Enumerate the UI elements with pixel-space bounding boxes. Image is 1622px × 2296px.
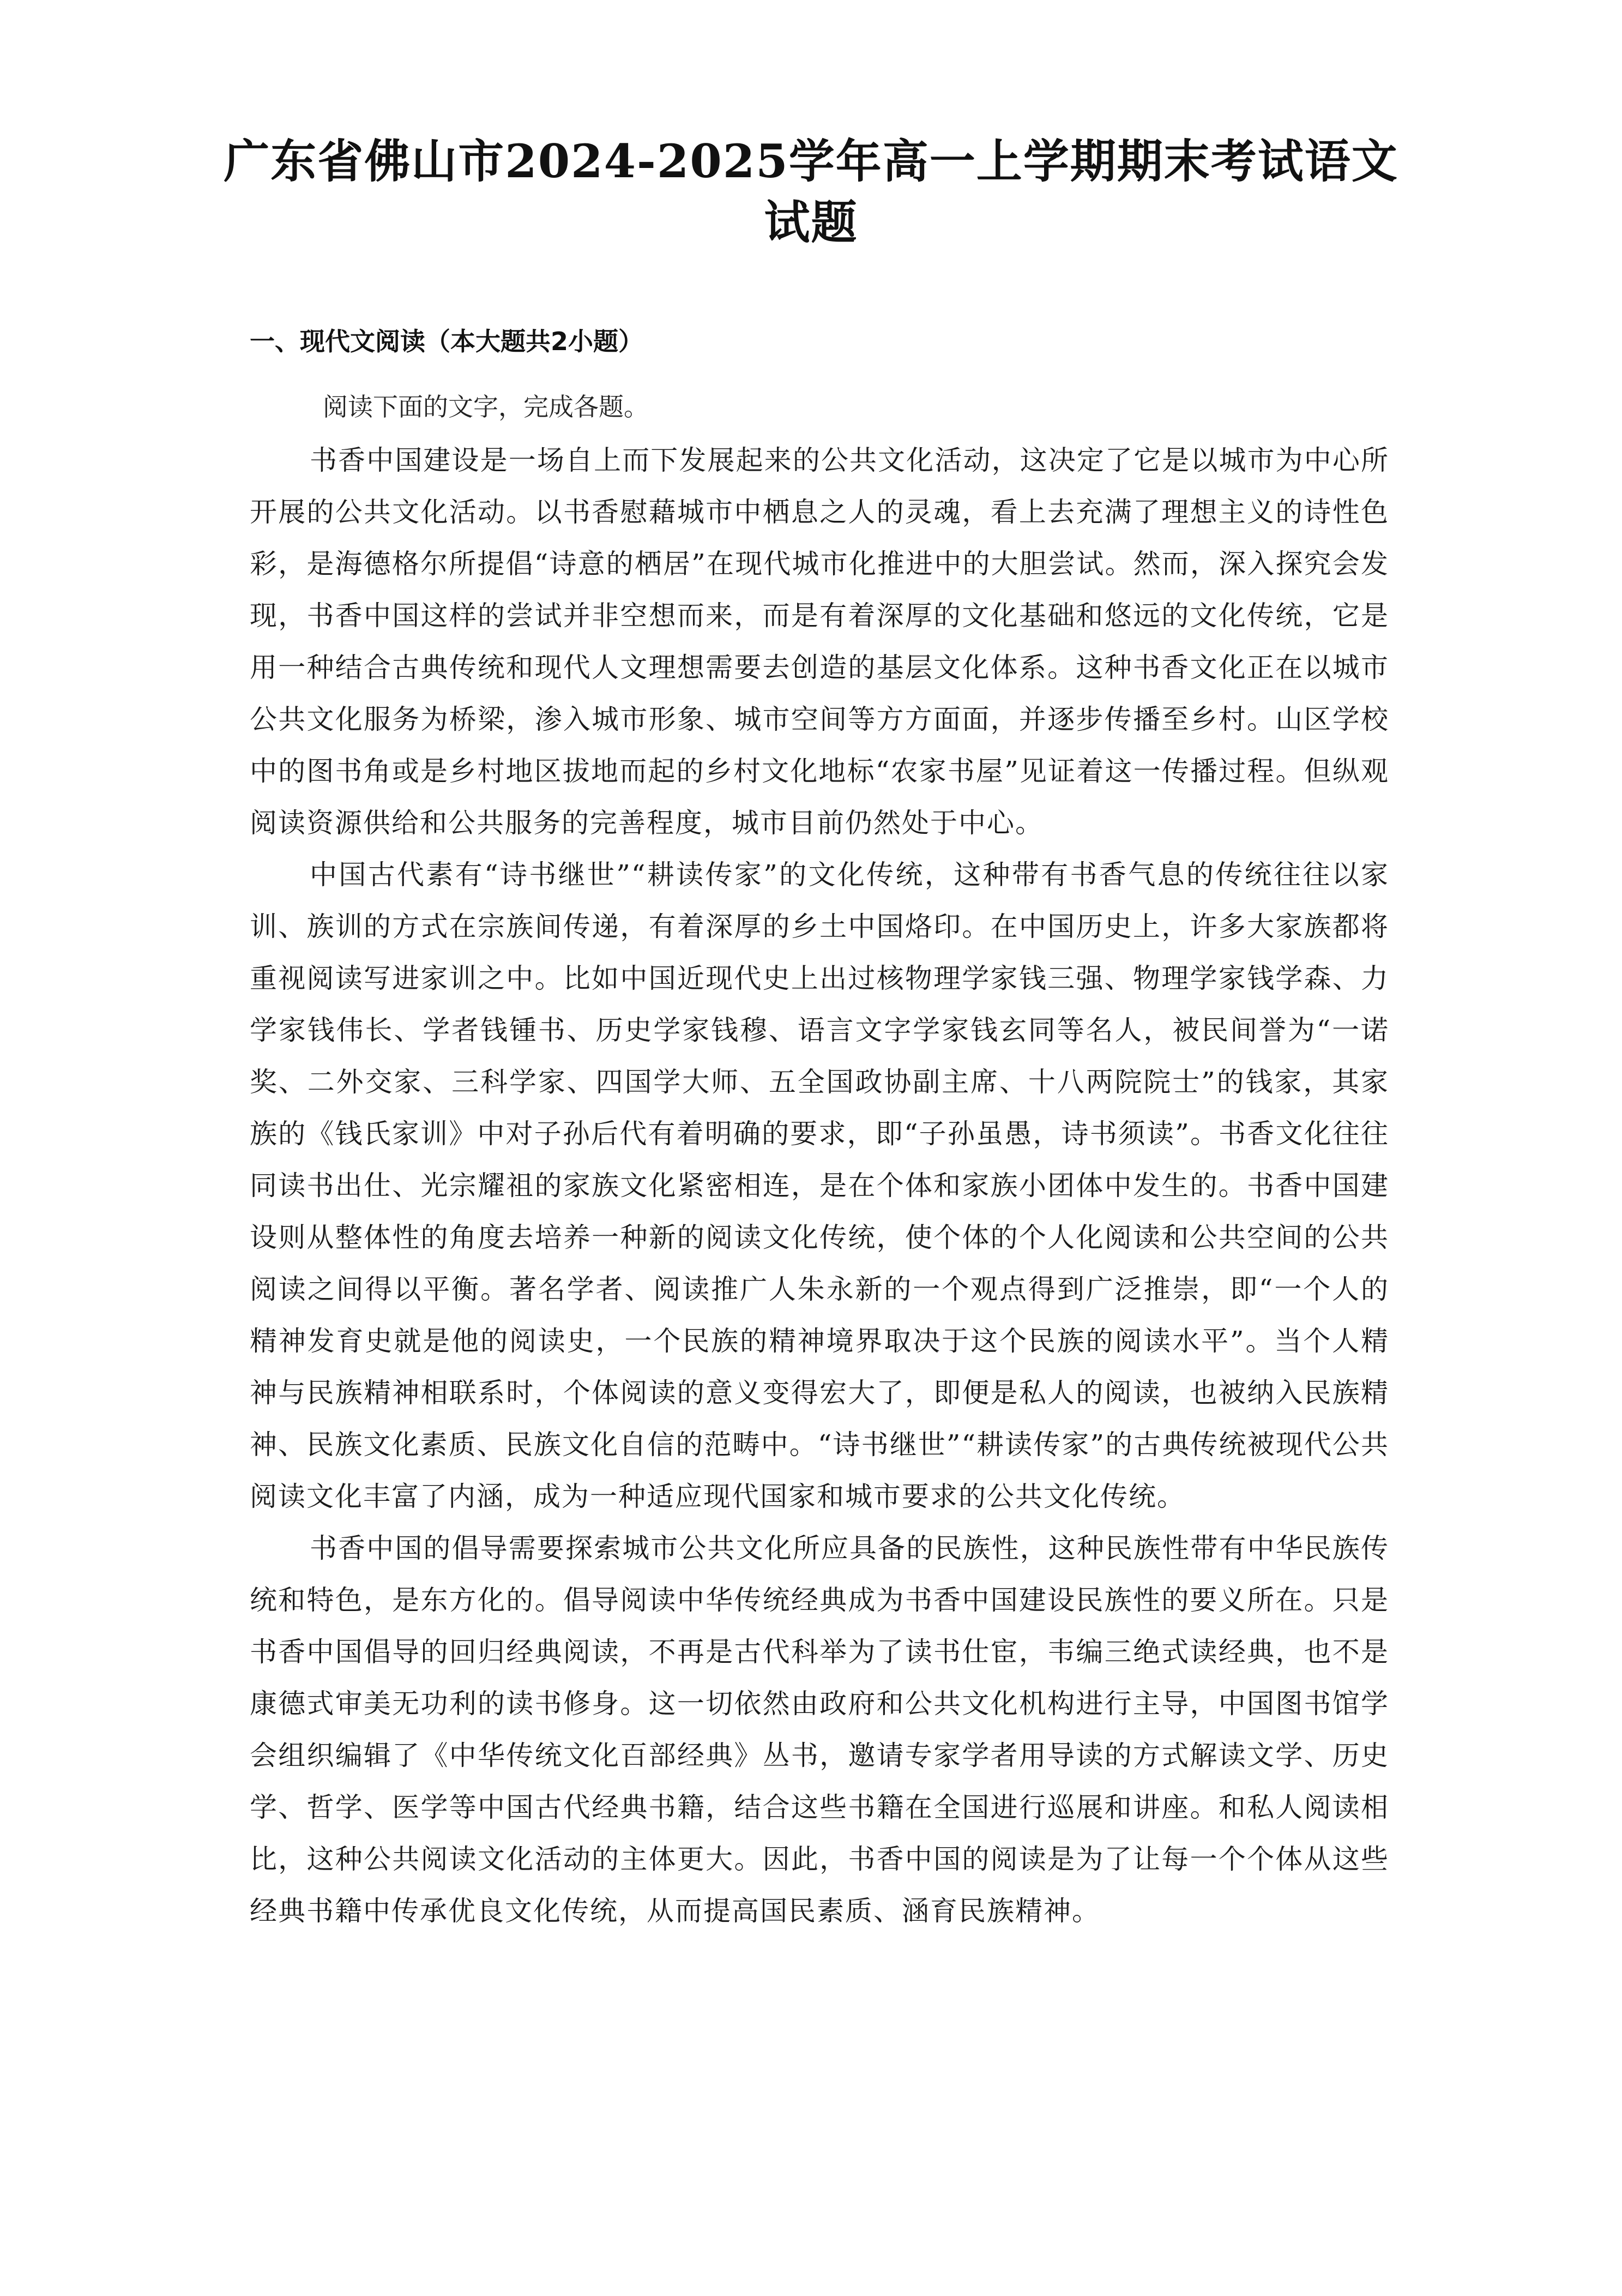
section-heading: 一、现代文阅读（本大题共2小题） (250, 327, 644, 356)
reading-instruction: 阅读下面的文字，完成各题。 (323, 392, 649, 422)
passage-paragraph-2: 中国古代素有“诗书继世”“耕读传家”的文化传统，这种带有书香气息的传统往往以家训、族训的方式在宗族间传递，有着深厚的乡土中国烙印。在中国历史上，许多大家族都将重视阅读写进家训之中。比如中国近现代史上出过核物理学家钱三强、物理学家钱学森、力学家钱伟长、学者钱锺书、历史学家钱穆、语言文字学家钱玄同等名人，被民间誉为“一诺奖、二外交家、三科学家、四国学大师、五全国政协副主席、十八两院院士”的钱家，其家族的《钱氏家训》中对子孙后代有着明确的要求，即“子孙虽愚，诗书须读”。书香文化往往同读书出仕、光宗耀祖的家族文化紧密相连，是在个体和家族小团体中发生的。书香中国建设则从整体性的角度去培养一种新的阅读文化传统，使个体的个人化阅读和公共空间的公共阅读之间得以平衡。著名学者、阅读推广人朱永新的一个观点得到广泛推崇，即“一个人的精神发育史就是他的阅读史，一个民族的精神境界取决于这个民族的阅读水平”。当个人精神与民族精神相联系时，个体阅读的意义变得宏大了，即便是私人的阅读，也被纳入民族精神、民族文化素质、民族文化自信的范畴中。“诗书继世”“耕读传家”的古典传统被现代公共阅读文化丰富了内涵，成为一种适应现代国家和城市要求的公共文化传统。 (250, 859, 1389, 1512)
passage-paragraph-1: 书香中国建设是一场自上而下发展起来的公共文化活动，这决定了它是以城市为中心所开展的公共文化活动。以书香慰藉城市中栖息之人的灵魂，看上去充满了理想主义的诗性色彩，是海德格尔所提倡“诗意的栖居”在现代城市化推进中的大胆尝试。然而，深入探究会发现，书香中国这样的尝试并非空想而来，而是有着深厚的文化基础和悠远的文化传统，它是用一种结合古典传统和现代人文理想需要去创造的基层文化体系。这种书香文化正在以城市公共文化服务为桥梁，渗入城市形象、城市空间等方方面面，并逐步传播至乡村。山区学校中的图书角或是乡村地区拔地而起的乡村文化地标“农家书屋”见证着这一传播过程。但纵观阅读资源供给和公共服务的完善程度，城市目前仍然处于中心。 (250, 444, 1389, 839)
reading-passage (250, 435, 1389, 1937)
passage-paragraph-3: 书香中国的倡导需要探索城市公共文化所应具备的民族性，这种民族性带有中华民族传统和特色，是东方化的。倡导阅读中华传统经典成为书香中国建设民族性的要义所在。只是书香中国倡导的回归经典阅读，不再是古代科举为了读书仕宦，韦编三绝式读经典，也不是康德式审美无功利的读书修身。这一切依然由政府和公共文化机构进行主导，中国图书馆学会组织编辑了《中华传统文化百部经典》丛书，邀请专家学者用导读的方式解读文学、历史学、哲学、医学等中国古代经典书籍，结合这些书籍在全国进行巡展和讲座。和私人阅读相比，这种公共阅读文化活动的主体更大。因此，书香中国的阅读是为了让每一个个体从这些经典书籍中传承优良文化传统，从而提高国民素质、涵育民族精神。 (250, 1532, 1389, 1927)
document-title: 广东省佛山市2024-2025学年高一上学期期末考试语文试题 (224, 134, 1398, 249)
